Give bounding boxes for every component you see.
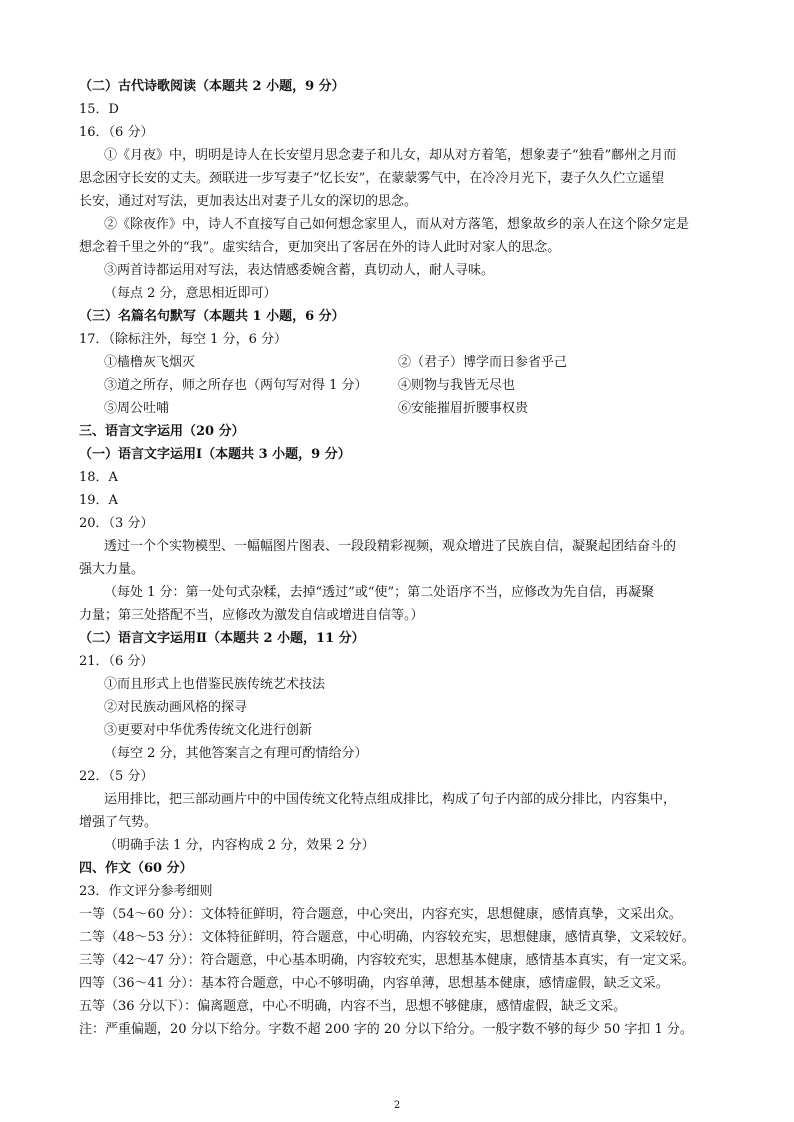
answer-q22-head: 22．（5 分） xyxy=(79,769,154,784)
q20-scoring-note-line1: （每处 1 分：第一处句式杂糅，去掉“透过”或“使”；第二处语序不当，应修改为先自信，再凝聚 xyxy=(104,585,655,600)
grade-level-2: 二等（48～53 分）：文体特征鲜明，符合题意，中心明确，内容较充实，思想健康，感情真挚，文采较好。 xyxy=(79,930,695,945)
q16-point3: ③两首诗都运用对写法，表达情感委婉含蓄，真切动人，耐人寻味。 xyxy=(104,263,495,278)
q16-point1-line3: 长安，通过对写法，更加表达出对妻子儿女的深切的思念。 xyxy=(79,194,418,209)
answer-q21-head: 21．（6 分） xyxy=(79,654,154,669)
q16-point2-line1: ②《除夜作》中，诗人不直接写自己如何想念家里人，而从对方落笔，想象故乡的亲人在这个除夕定是 xyxy=(104,217,690,232)
subsection-heading-language-use-1: （一）语言文字运用Ⅰ（本题共 3 小题，9 分） xyxy=(79,447,351,462)
answer-q18: 18．A xyxy=(79,470,118,485)
q21-answer-1: ①而且形式上也借鉴民族传统艺术技法 xyxy=(104,677,326,692)
q20-answer-line2: 强大力量。 xyxy=(79,562,145,577)
q17-answer-2: ②（君子）博学而日参省乎己 xyxy=(398,355,568,370)
answer-q23-head: 23．作文评分参考细则 xyxy=(79,884,213,899)
answer-q17-head: 17．（除标注外，每空 1 分，6 分） xyxy=(79,332,287,347)
answer-q19: 19．A xyxy=(79,493,118,508)
grading-note: 注：严重偏题，20 分以下给分。字数不超 200 字的 20 分以下给分。一般字数不够的每少 50 字扣 1 分。 xyxy=(79,1022,693,1037)
grade-level-3: 三等（42～47 分）：符合题意，中心基本明确，内容较充实，思想基本健康，感情基本真实，有一定文采。 xyxy=(79,953,695,968)
answer-q16-head: 16．（6 分） xyxy=(79,125,154,140)
section-heading-composition: 四、作文（60 分） xyxy=(79,861,193,876)
section-heading-recitation: （三）名篇名句默写（本题共 1 小题，6 分） xyxy=(79,309,345,324)
q16-point1-line2: 思念困守长安的丈夫。颈联进一步写妻子“忆长安”，在蒙蒙雾气中，在冷冷月光下，妻子久久伫立遥望 xyxy=(79,171,665,186)
q20-answer-line1: 透过一个个实物模型、一幅幅图片图表、一段段精彩视频，观众增进了民族自信，凝聚起团结奋斗的 xyxy=(104,539,677,554)
answer-q15: 15．D xyxy=(79,102,119,117)
grade-level-4: 四等（36～41 分）：基本符合题意，中心不够明确，内容单薄，思想基本健康，感情虚假，缺乏文采。 xyxy=(79,976,669,991)
q17-answer-3: ③道之所存，师之所存也（两句写对得 1 分） xyxy=(104,378,368,393)
q16-point2-line2: 想念着千里之外的“我”。虚实结合，更加突出了客居在外的诗人此时对家人的思念。 xyxy=(79,240,561,255)
grade-level-5: 五等（36 分以下）：偏离题意，中心不明确，内容不当，思想不够健康，感情虚假，缺乏文采。 xyxy=(79,999,627,1014)
q22-scoring-note: （明确手法 1 分，内容构成 2 分，效果 2 分） xyxy=(104,838,375,853)
q17-answer-6: ⑥安能摧眉折腰事权贵 xyxy=(398,401,529,416)
q17-answer-1: ①樯橹灰飞烟灭 xyxy=(104,355,196,370)
q21-answer-3: ③更要对中华优秀传统文化进行创新 xyxy=(104,723,313,738)
q17-answer-5: ⑤周公吐哺 xyxy=(104,401,170,416)
q22-answer-line2: 增强了气势。 xyxy=(79,815,158,830)
section-heading-language-use: 三、语言文字运用（20 分） xyxy=(79,424,245,439)
q20-scoring-note-line2: 力量；第三处搭配不当，应修改为激发自信或增进自信等。） xyxy=(79,608,424,623)
grade-level-1: 一等（54～60 分）：文体特征鲜明，符合题意，中心突出，内容充实，思想健康，感情真挚，文采出众。 xyxy=(79,907,682,922)
q16-scoring-note: （每点 2 分，意思相近即可） xyxy=(104,286,277,301)
section-heading-ancient-poetry: （二）古代诗歌阅读（本题共 2 小题，9 分） xyxy=(79,79,345,94)
page-number: 2 xyxy=(393,1100,401,1111)
q22-answer-line1: 运用排比，把三部动画片中的中国传统文化特点组成排比，构成了句子内部的成分排比，内容集中， xyxy=(104,792,677,807)
answer-q20-head: 20．（3 分） xyxy=(79,516,154,531)
q21-answer-2: ②对民族动画风格的探寻 xyxy=(104,700,248,715)
q17-answer-4: ④则物与我皆无尽也 xyxy=(398,378,516,393)
q16-point1-line1: ①《月夜》中，明明是诗人在长安望月思念妻子和儿女，却从对方着笔，想象妻子“独看”鄜州之月而 xyxy=(104,148,677,163)
q21-scoring-note: （每空 2 分，其他答案言之有理可酌情给分） xyxy=(104,746,368,761)
subsection-heading-language-use-2: （二）语言文字运用Ⅱ（本题共 2 小题，11 分） xyxy=(79,631,365,646)
